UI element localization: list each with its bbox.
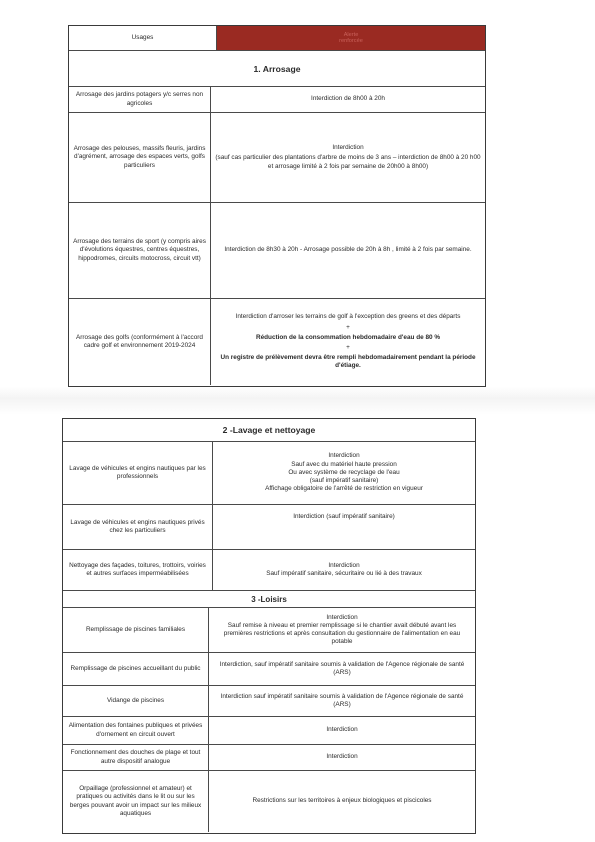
- table-row: [63, 442, 475, 505]
- usage-cell: Alimentation des fontaines publiques et privées d'ornement en circuit ouvert: [63, 717, 209, 744]
- rule-text: (sauf cas particulier des plantations d'arbre de moins de 3 ans – interdiction de 8h00 à 20 h00 et arrosage limité à 2 fois par semaine de 20h00 à 8h00): [215, 154, 481, 170]
- rule-cell: Interdiction: [326, 726, 358, 734]
- table-header-row: [69, 26, 485, 51]
- section-title-lavage: 2 -Lavage et nettoyage: [63, 419, 475, 442]
- rule-line: Affichage obligatoire de l'arrêté de restriction en vigueur: [265, 485, 423, 493]
- table-row: [63, 608, 475, 653]
- rule-line: Interdiction: [328, 561, 360, 569]
- rule-text: Sauf remise à niveau et premier remplissage si le chantier avait débuté avant les premières restrictions et après consultation du gestionnaire de l'alimentation en eau potable: [223, 621, 461, 646]
- rule-cell: [211, 299, 485, 385]
- table-row: [63, 550, 475, 591]
- table-row: [63, 653, 475, 686]
- header-usages: Usages: [69, 26, 217, 50]
- rule-text-a: Interdiction d'arroser les terrains de golf à l'exception des greens et des départs: [235, 313, 461, 321]
- table-row: [69, 203, 485, 299]
- table-row: [63, 745, 475, 771]
- usage-cell: Remplissage de piscines accueillant du public: [63, 653, 209, 685]
- rule-line: Sauf impératif sanitaire, sécuritaire ou lié à des travaux: [266, 570, 422, 577]
- rule-text-c: Un registre de prélèvement devra être rempli hebdomadairement pendant la période d'étiage.: [220, 354, 476, 370]
- rule-line: Sauf avec du matériel haute pression: [291, 460, 397, 468]
- rule-line: (sauf impératif sanitaire): [309, 477, 379, 485]
- rule-separator: +: [346, 344, 350, 351]
- table-row: [63, 771, 475, 832]
- usage-cell: Arrosage des pelouses, massifs fleuris, jardins d'agrément, arrosage des espaces verts, golfs particuliers: [69, 113, 211, 202]
- usage-cell: Lavage de véhicules et engins nautiques par les professionnels: [63, 442, 213, 504]
- rule-title: Interdiction: [326, 613, 358, 621]
- table-row: [63, 686, 475, 717]
- usage-cell: Arrosage des jardins potagers y/c serres non agricoles: [69, 87, 211, 112]
- header-alert-label: Alerte: [343, 31, 359, 38]
- table-row: [69, 299, 485, 385]
- rule-text-b: Réduction de la consommation hebdomadaire d'eau de 80 %: [255, 333, 441, 341]
- rule-cell: Interdiction de 8h30 à 20h - Arrosage possible de 20h à 8h , limité à 2 fois par semaine.: [224, 246, 472, 254]
- usage-cell: Vidange de piscines: [63, 686, 209, 716]
- rule-cell: Interdiction (sauf impératif sanitaire): [293, 513, 395, 520]
- usage-cell: Arrosage des terrains de sport (y compris aires d'évolutions équestres, centres équestres, hippodromes, circuits motocross, circuit vtt): [69, 203, 211, 298]
- table-row: [63, 505, 475, 550]
- header-alert-sublabel: renforcée: [339, 38, 363, 44]
- table-row: [69, 87, 485, 113]
- usage-cell: Fonctionnement des douches de plage et tout autre dispositif analogue: [63, 745, 209, 770]
- table-row: [69, 113, 485, 203]
- rule-cell: [213, 550, 475, 590]
- scanned-page-top: [68, 25, 486, 387]
- rule-cell: Interdiction: [326, 753, 358, 761]
- table-row: [63, 717, 475, 745]
- usage-cell: Lavage de véhicules et engins nautiques privés chez les particuliers: [63, 505, 213, 549]
- section-title-loisirs: 3 -Loisirs: [63, 591, 475, 608]
- rule-cell: Interdiction de 8h00 à 20h: [311, 95, 385, 103]
- rule-line: Interdiction: [328, 452, 360, 460]
- section-title-arrosage: 1. Arrosage: [69, 51, 485, 87]
- rule-cell: Interdiction sauf impératif sanitaire soumis à validation de l'Agence régionale de santé (ARS): [220, 692, 464, 708]
- usage-cell: Nettoyage des façades, toitures, trottoirs, voiries et autres surfaces imperméabilisées: [63, 550, 213, 590]
- header-alert-level: [217, 26, 485, 50]
- rule-line: Ou avec système de recyclage de l'eau: [288, 468, 400, 476]
- rule-separator: +: [346, 323, 350, 331]
- rule-cell: Interdiction, sauf impératif sanitaire soumis à validation de l'Agence régionale de santé (ARS): [219, 660, 465, 676]
- rule-cell: Restrictions sur les territoires à enjeux biologiques et piscicoles: [252, 797, 432, 805]
- rule-cell: [211, 113, 485, 202]
- rule-title: Interdiction: [332, 144, 364, 152]
- usage-cell: Arrosage des golfs (conformément à l'accord cadre golf et environnement 2019-2024: [69, 299, 211, 385]
- rule-cell: [209, 608, 475, 652]
- usage-cell: Remplissage de piscines familiales: [63, 608, 209, 652]
- page-fold-shadow: [0, 387, 595, 415]
- usage-cell: Orpaillage (professionnel et amateur) et pratiques ou activités dans le lit ou sur les berges pouvant avoir un impact sur les milieux aquatiques: [63, 771, 209, 832]
- scanned-page-bottom: [62, 418, 476, 834]
- rule-cell: [213, 442, 475, 504]
